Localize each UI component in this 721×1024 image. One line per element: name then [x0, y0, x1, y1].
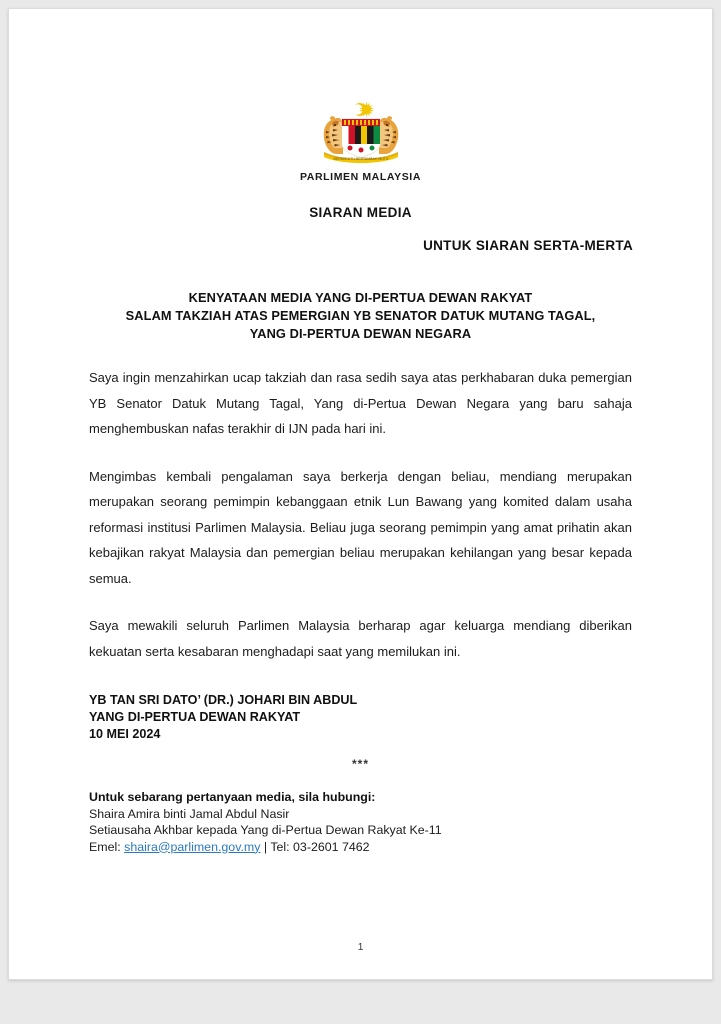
email-link[interactable]: shaira@parlimen.gov.my [124, 839, 261, 854]
page-number: 1 [357, 941, 364, 953]
email-label: Emel: [89, 839, 125, 854]
malaysia-coat-of-arms-icon [301, 101, 421, 167]
contact-person: Shaira Amira binti Jamal Abdul Nasir [89, 806, 290, 821]
body-paragraph-3: Saya mewakili seluruh Parlimen Malaysia berharap agar keluarga mendiang diberikan kekuatan serta kesabaran menghadapi saat yang memilukan ini. [89, 618, 632, 659]
contact-role: Setiausaha Akhbar kepada Yang di-Pertua Dewan Rakyat Ke-11 [89, 823, 442, 837]
telephone-text: | Tel: 03-2601 7462 [260, 839, 370, 854]
siaran-media-heading: SIARAN MEDIA [309, 205, 412, 220]
title-line-2: SALAM TAKZIAH ATAS PEMERGIAN YB SENATOR DATUK MUTANG TAGAL, [125, 308, 596, 323]
letterhead [9, 9, 712, 183]
title-line-1: KENYATAAN MEDIA YANG DI-PERTUA DEWAN RAKYAT [188, 290, 533, 305]
section-separator: *** [351, 757, 369, 771]
media-contact-block [89, 789, 632, 855]
document-body [89, 343, 632, 664]
signature-date: 10 MEI 2024 [89, 727, 161, 741]
signatory-position: YANG DI-PERTUA DEWAN RAKYAT [89, 710, 301, 724]
immediate-release-heading: UNTUK SIARAN SERTA-MERTA [423, 238, 633, 253]
title-line-3: YANG DI-PERTUA DEWAN NEGARA [249, 326, 472, 341]
document-title [86, 289, 636, 343]
contact-email-line [89, 839, 632, 856]
contact-heading: Untuk sebarang pertanyaan media, sila hubungi: [89, 790, 376, 804]
document-page [8, 8, 713, 980]
signatory-name: YB TAN SRI DATO’ (DR.) JOHARI BIN ABDUL [89, 693, 358, 707]
body-paragraph-1: Saya ingin menzahirkan ucap takziah dan rasa sedih saya atas perkhabaran duka pemergian YB Senator Datuk Mutang Tagal, Yang di-Pertua Dewan Negara yang baru sahaja menghembuskan nafas terakhir di IJN pada hari ini. [89, 370, 632, 436]
signature-block [89, 692, 632, 743]
body-paragraph-2: Mengimbas kembali pengalaman saya berkerja dengan beliau, mendiang merupakan merupakan seorang pemimpin kebanggaan etnik Lun Bawang yang komited dalam usaha reformasi institusi Parlimen Malaysia. Beliau juga seorang pemimpin yang amat prihatin akan kebajikan rakyat Malaysia dan pemergian beliau merupakan kehilangan yang besar kepada semua. [89, 468, 632, 586]
svg-text:BERSEKUTU BERTAMBAH MUTU: BERSEKUTU BERTAMBAH MUTU [333, 157, 388, 161]
header-block [88, 183, 633, 253]
organization-name: PARLIMEN MALAYSIA [299, 171, 422, 183]
